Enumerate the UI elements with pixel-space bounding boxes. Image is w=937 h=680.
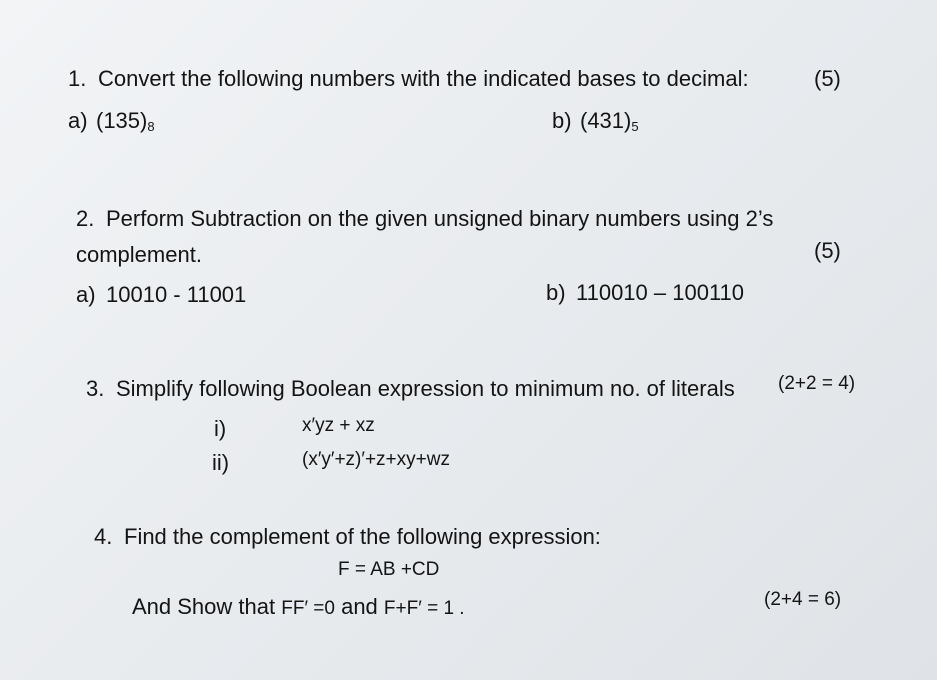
q1b-base: 5 bbox=[631, 119, 639, 134]
q4-show-expr2: F+F′ = 1 . bbox=[383, 598, 465, 619]
q1b-label: b) bbox=[552, 108, 572, 133]
q1a-base: 8 bbox=[147, 119, 155, 134]
q1b-value: $(431)_5$ bbox=[580, 108, 639, 134]
q4-formula: F = AB +CD bbox=[338, 559, 440, 580]
q1-marks: (5) bbox=[814, 66, 841, 91]
q4-show-expr1: FF′ =0 bbox=[281, 598, 335, 619]
q4-marks: (2+4 = 6) bbox=[764, 589, 842, 610]
q1-number: 1. bbox=[68, 66, 87, 91]
q4-show-line: And Show that FF′ =0 and F+F′ = 1 . bbox=[132, 594, 465, 619]
q2-number: 2. bbox=[76, 206, 95, 231]
q4-number: 4. bbox=[94, 524, 113, 549]
q3i-expr: x′yz + xz bbox=[302, 415, 375, 436]
q2a-label: a) bbox=[76, 282, 96, 307]
q3-text: Simplify following Boolean expression to minimum no. of literals bbox=[116, 376, 735, 401]
q1a-value: $(135)_8$ bbox=[96, 108, 155, 134]
q2-line2: complement. bbox=[76, 242, 202, 267]
q2b-label: b) bbox=[546, 280, 566, 305]
q2a-expr: 10010 - 11001 bbox=[106, 282, 247, 307]
q3-number: 3. bbox=[86, 376, 105, 401]
q1-text: Convert the following numbers with the indicated bases to decimal: bbox=[98, 66, 749, 91]
q1a-label: a) bbox=[68, 108, 88, 133]
q3-marks: (2+2 = 4) bbox=[778, 373, 856, 394]
q3ii-expr: (x′y′+z)′+z+xy+wz bbox=[302, 449, 450, 470]
q3ii-label: ii) bbox=[212, 450, 230, 475]
q2-marks: (5) bbox=[814, 238, 841, 263]
q2b-expr: 110010 – 100110 bbox=[576, 280, 745, 305]
q2-line1: Perform Subtraction on the given unsigned binary numbers using 2’s bbox=[106, 206, 774, 231]
q3i-label: i) bbox=[214, 416, 227, 441]
q4-text: Find the complement of the following expression: bbox=[124, 524, 601, 549]
